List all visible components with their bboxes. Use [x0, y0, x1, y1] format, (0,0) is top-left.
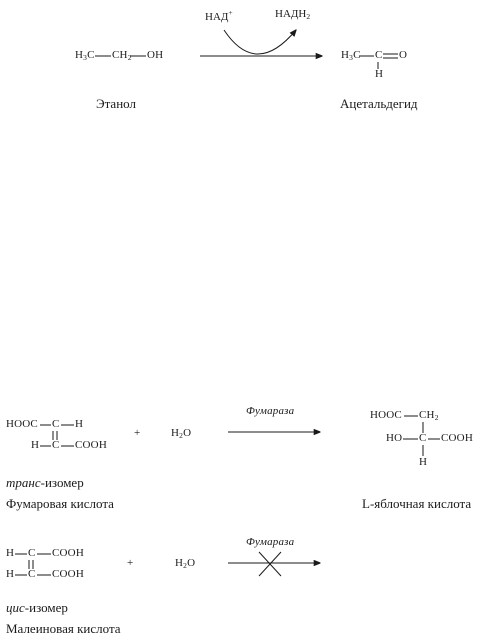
- acetaldehyde-formula-c: C: [375, 49, 383, 61]
- acetaldehyde-formula-o: O: [399, 49, 408, 61]
- malate-row2-ho: HO: [386, 432, 403, 444]
- acetaldehyde-formula-h3c: $H_3C$: [341, 49, 361, 62]
- malate-row3-h: H: [419, 456, 428, 468]
- ethanol-formula-h3c: $H_3C$: [75, 49, 95, 62]
- nad-charge: +: [228, 8, 233, 17]
- maleate-row1-c: C: [28, 547, 36, 559]
- malate-row1-ch2: $CH_2$: [419, 409, 439, 422]
- nadh-text: НАДН: [275, 8, 307, 20]
- fumarate-row2-c: C: [52, 439, 60, 451]
- water-formula-2: $H_2O$: [175, 557, 196, 570]
- malate-row2-c: C: [419, 432, 427, 444]
- fumarate-row1-hooc: HOOC: [6, 418, 38, 430]
- isomer-suffix-2: -изомер: [24, 600, 68, 615]
- ethanol-formula-ch2: $CH_2$: [112, 49, 132, 62]
- water-formula: $H_2O$: [171, 427, 192, 440]
- enzyme-label: Фумараза: [246, 405, 295, 417]
- cis-prefix: цис: [6, 600, 25, 615]
- malate-row2-cooh: COOH: [441, 432, 473, 444]
- malic-acid-name: L-яблочная кислота: [362, 496, 472, 511]
- cofactor-curved-arrow: [224, 30, 296, 54]
- maleate-row2-h: H: [6, 568, 15, 580]
- plus-sign: +: [134, 427, 141, 439]
- maleate-row2-c: C: [28, 568, 36, 580]
- nadh-subscript: 2: [306, 12, 311, 21]
- maleate-row1-h: H: [6, 547, 15, 559]
- maleate-row2-cooh: COOH: [52, 568, 84, 580]
- acetaldehyde-name: Ацетальдегид: [340, 96, 418, 111]
- ethanol-formula-oh: OH: [147, 49, 164, 61]
- fumarate-row1-c: C: [52, 418, 60, 430]
- isomer-suffix: -изомер: [40, 475, 84, 490]
- acetaldehyde-formula-h: H: [375, 68, 384, 80]
- fumarate-row2-cooh: COOH: [75, 439, 107, 451]
- enzyme-label-2: Фумараза: [246, 536, 295, 548]
- plus-sign-2: +: [127, 557, 134, 569]
- nad-text: НАД: [205, 11, 229, 23]
- fumaric-acid-name: Фумаровая кислота: [6, 496, 114, 511]
- trans-prefix: транс: [6, 475, 41, 490]
- maleic-acid-name: Малеиновая кислота: [6, 621, 121, 636]
- ethanol-name: Этанол: [96, 96, 136, 111]
- malate-row1-hooc: HOOC: [370, 409, 402, 421]
- maleate-row1-cooh: COOH: [52, 547, 84, 559]
- fumarate-row1-h: H: [75, 418, 84, 430]
- fumarate-row2-h: H: [31, 439, 40, 451]
